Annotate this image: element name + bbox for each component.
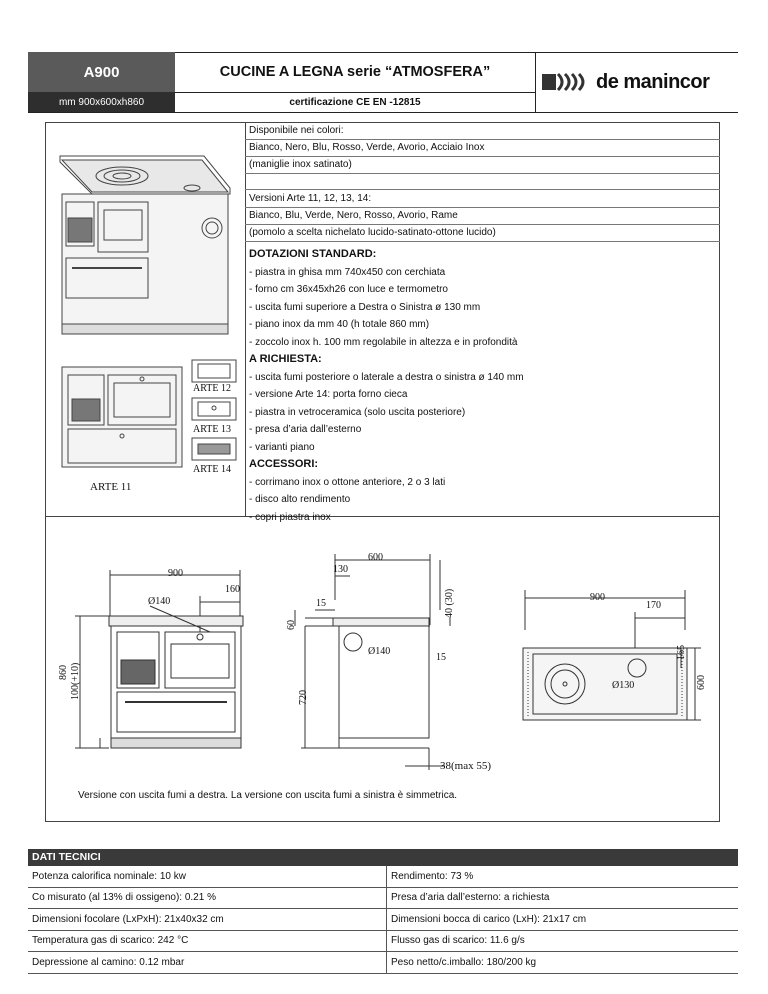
side-720-dim: 720: [298, 690, 309, 705]
side-15b-dim: 15: [436, 652, 446, 663]
colors-line-1: Disponibile nei colori:: [245, 122, 720, 140]
list-item: - piano inox da mm 40 (h totale 860 mm): [249, 319, 430, 330]
table-cell: Dimensioni focolare (LxPxH): 21x40x32 cm: [28, 909, 387, 931]
side-40-dim: 40 (30): [444, 588, 455, 618]
equipment-list: [249, 246, 714, 526]
table-row: [28, 952, 738, 974]
table-cell: Co misurato (al 13% di ossigeno): 0.21 %: [28, 887, 387, 909]
front-base-dim: 100(+10): [70, 662, 81, 700]
model-dimensions: mm 900x600xh860: [28, 92, 175, 112]
arte12-label: ARTE 12: [193, 383, 232, 394]
brand-logo: [540, 60, 736, 104]
drawing-caption: Versione con uscita fumi a destra. La versione con uscita fumi a sinistra è simmetrica.: [78, 790, 458, 801]
table-row: [28, 866, 738, 887]
standard-equipment-title: DOTAZIONI STANDARD:: [249, 248, 377, 260]
accessories-title: ACCESSORI:: [249, 458, 319, 470]
technical-data-title: DATI TECNICI: [28, 849, 738, 866]
top-170-dim: 170: [646, 600, 661, 611]
stove-illustration: [52, 130, 232, 340]
table-cell: Peso netto/c.imballo: 180/200 kg: [387, 952, 739, 974]
top-flue-dim: Ø130: [612, 680, 635, 691]
front-flue-dim: Ø140: [148, 596, 171, 607]
arte11-illustration: [60, 365, 185, 475]
table-row: [28, 930, 738, 952]
colors-line-2: Bianco, Nero, Blu, Rosso, Verde, Avorio, Acciaio Inox: [245, 139, 720, 157]
arte11-label: ARTE 11: [90, 481, 132, 493]
list-item: - uscita fumi superiore a Destra o Sinistra ø 130 mm: [249, 301, 481, 313]
certification: certificazione CE EN -12815: [289, 96, 421, 108]
versions-line-3: (pomolo a scelta nichelato lucido-satinato-ottone lucido): [245, 224, 720, 242]
model-badge: A900: [28, 52, 175, 92]
side-depth-dim: 600: [368, 552, 383, 563]
versions-line-2: Bianco, Blu, Verde, Nero, Rosso, Avorio, Rame: [245, 207, 720, 225]
page-title: CUCINE A LEGNA serie “ATMOSFERA”: [175, 52, 535, 93]
top-width-dim: 900: [590, 592, 605, 603]
front-height-dim: 860: [58, 665, 69, 680]
header-bottom-rule: [28, 112, 738, 113]
table-row: [28, 887, 738, 909]
front-width-dim: 900: [168, 568, 183, 579]
brand-logo-icon: [540, 71, 596, 93]
versions-line-1: Versioni Arte 11, 12, 13, 14:: [245, 190, 720, 208]
side-60-dim: 60: [286, 620, 297, 630]
list-item: - piastra in vetroceramica (solo uscita posteriore): [249, 406, 466, 418]
table-cell: Depressione al camino: 0.12 mbar: [28, 952, 387, 974]
list-item: - disco alto rendimento: [249, 494, 351, 505]
table-cell: Rendimento: 73 %: [387, 866, 739, 887]
arte14-label: ARTE 14: [193, 464, 232, 475]
list-item: - varianti piano: [249, 441, 315, 453]
side-15a-dim: 15: [316, 598, 326, 609]
arte-variants-swatches: [190, 358, 240, 470]
front-offset-dim: 160: [225, 584, 240, 595]
technical-drawings: [45, 540, 720, 780]
list-item: - versione Arte 14: porta forno cieca: [249, 389, 408, 400]
top-165-dim: 165: [676, 645, 687, 660]
list-item: - corrimano inox o ottone anteriore, 2 o 3 lati: [249, 476, 446, 488]
table-cell: Potenza calorifica nominale: 10 kw: [28, 866, 387, 887]
top-depth-dim: 600: [696, 675, 707, 690]
list-item: - copri piastra inox: [249, 511, 331, 523]
list-item: - uscita fumi posteriore o laterale a destra o sinistra ø 140 mm: [249, 371, 524, 383]
header-divider: [535, 52, 536, 112]
list-item: - forno cm 36x45xh26 con luce e termometro: [249, 284, 448, 295]
list-item: - presa d’aria dall’esterno: [249, 424, 362, 435]
colors-line-3: (maniglie inox satinato): [245, 156, 720, 174]
arte13-label: ARTE 13: [193, 424, 232, 435]
table-cell: Dimensioni bocca di carico (LxH): 21x17 cm: [387, 909, 739, 931]
list-item: - piastra in ghisa mm 740x450 con cerchiata: [249, 266, 446, 278]
brand-name: de manincor: [596, 70, 710, 93]
table-cell: Presa d’aria dall’esterno: a richiesta: [387, 887, 739, 909]
side-130-dim: 130: [333, 564, 348, 575]
table-cell: Temperatura gas di scarico: 242 °C: [28, 930, 387, 952]
colors-line-4: [245, 173, 720, 190]
list-item: - zoccolo inox h. 100 mm regolabile in altezza e in profondità: [249, 336, 518, 348]
side-flue-dim: Ø140: [368, 646, 391, 657]
table-row: [28, 909, 738, 931]
table-cell: Flusso gas di scarico: 11.6 g/s: [387, 930, 739, 952]
side-38-dim: 38(max 55): [440, 760, 492, 772]
technical-data-table: [28, 866, 738, 974]
on-request-title: A RICHIESTA:: [249, 353, 322, 365]
